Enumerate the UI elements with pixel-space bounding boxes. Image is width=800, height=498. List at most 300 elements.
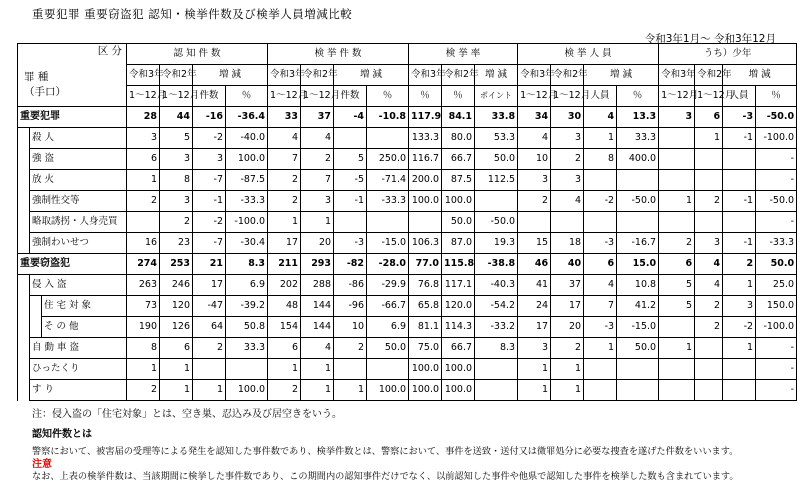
data-cell: 46 (518, 254, 551, 275)
data-cell: -5 (334, 170, 367, 191)
data-cell: -33.3 (226, 191, 268, 212)
data-cell: 66.7 (442, 338, 475, 359)
data-cell (695, 149, 723, 170)
data-cell: 2 (551, 149, 584, 170)
data-cell: 50.8 (226, 317, 268, 338)
table-row-category (18, 107, 797, 128)
row-label: 強制わいせつ (30, 233, 127, 254)
data-cell: 8 (584, 149, 617, 170)
data-cell (127, 212, 160, 233)
data-cell: 18 (551, 233, 584, 254)
data-cell (695, 212, 723, 233)
data-cell (659, 380, 695, 401)
data-cell: 2 (268, 170, 301, 191)
data-cell: -3 (584, 317, 617, 338)
data-cell (226, 359, 268, 380)
data-cell: 5 (659, 296, 695, 317)
data-cell: -54.2 (475, 296, 518, 317)
data-cell (475, 359, 518, 380)
data-cell: 40 (551, 254, 584, 275)
data-cell: 202 (268, 275, 301, 296)
data-cell: -36.4 (226, 107, 268, 128)
data-cell: 100.0 (442, 191, 475, 212)
data-cell: 8.3 (475, 338, 518, 359)
data-cell: 15.0 (617, 254, 659, 275)
data-cell: 7 (301, 170, 334, 191)
data-cell: 53.3 (475, 128, 518, 149)
unit-pct-header: ％ (756, 86, 797, 107)
data-cell: 6 (659, 254, 695, 275)
data-cell: 100.0 (226, 380, 268, 401)
data-cell: 33.8 (475, 107, 518, 128)
data-cell: 1 (584, 338, 617, 359)
data-cell: 33.3 (226, 338, 268, 359)
data-cell: 50.0 (617, 338, 659, 359)
inc-dec-header: 増 減 (475, 65, 518, 86)
year-r3-header: 令和3年 (127, 65, 160, 86)
data-cell (409, 212, 442, 233)
data-cell: - (756, 149, 797, 170)
data-cell (617, 212, 659, 233)
corner-method-text: （手口） (24, 86, 66, 98)
data-cell: -33.3 (756, 233, 797, 254)
data-cell: 3 (127, 128, 160, 149)
data-cell (659, 317, 695, 338)
data-cell: -87.5 (226, 170, 268, 191)
data-cell (584, 212, 617, 233)
caution-label: 注意 (32, 459, 52, 470)
data-cell: -1 (723, 191, 756, 212)
data-cell: -4 (334, 107, 367, 128)
data-cell: 6.9 (367, 317, 409, 338)
data-cell: 4 (551, 191, 584, 212)
year-r2-header: 令和2年 (160, 65, 193, 86)
data-cell: 115.8 (442, 254, 475, 275)
data-cell: 3 (160, 149, 193, 170)
group-header-juvenile: うち）少年 (659, 44, 797, 65)
row-label: 強制性交等 (30, 191, 127, 212)
data-cell: 274 (127, 254, 160, 275)
data-cell: 1 (301, 380, 334, 401)
table-row (18, 359, 797, 380)
year-r2-header: 令和2年 (301, 65, 334, 86)
data-cell (659, 170, 695, 191)
data-cell: 1 (584, 128, 617, 149)
data-cell: 17 (518, 317, 551, 338)
inc-dec-header: 増 減 (584, 65, 659, 86)
table-row (18, 338, 797, 359)
data-cell: -3 (334, 233, 367, 254)
group-header-clearance-rate: 検 挙 率 (409, 44, 518, 65)
data-cell: 1 (301, 212, 334, 233)
data-cell: 21 (193, 254, 226, 275)
data-cell: -100.0 (756, 128, 797, 149)
data-cell: 253 (160, 254, 193, 275)
data-cell: 116.7 (409, 149, 442, 170)
data-cell: -2 (193, 128, 226, 149)
data-cell: 6 (160, 338, 193, 359)
year-r2-header: 令和2年 (551, 65, 584, 86)
indent-cell (18, 317, 30, 338)
inc-dec-header: 増 減 (723, 65, 797, 86)
year-r2-header: 令和2年 (695, 65, 723, 86)
row-label: 重要犯罪 (18, 107, 127, 128)
year-r2-header: 令和2年 (442, 65, 475, 86)
data-cell: -7 (193, 233, 226, 254)
data-cell: 28 (127, 107, 160, 128)
data-cell: 81.1 (409, 317, 442, 338)
data-cell: 1 (193, 380, 226, 401)
data-cell: - (756, 170, 797, 191)
data-cell: 133.3 (409, 128, 442, 149)
data-cell: 6 (695, 107, 723, 128)
data-cell: 1 (551, 380, 584, 401)
data-cell: 7 (584, 296, 617, 317)
data-cell: 4 (518, 128, 551, 149)
unit-count-header: 件数 (334, 86, 367, 107)
data-cell: -40.3 (475, 275, 518, 296)
data-cell: 5 (334, 149, 367, 170)
data-cell: 50.0 (475, 149, 518, 170)
data-cell: -50.0 (756, 191, 797, 212)
data-cell: -28.0 (367, 254, 409, 275)
data-cell: 2 (193, 338, 226, 359)
table-row-category (18, 254, 797, 275)
months-header: 1～12月 (695, 86, 723, 107)
data-cell: -86 (334, 275, 367, 296)
data-cell: -1 (334, 191, 367, 212)
data-cell: 2 (518, 191, 551, 212)
data-cell: 1 (518, 380, 551, 401)
indent-cell (18, 275, 30, 296)
row-label: そ の 他 (42, 317, 127, 338)
data-cell: 100.0 (409, 191, 442, 212)
data-cell: 37 (301, 107, 334, 128)
data-cell (367, 212, 409, 233)
data-cell: 154 (268, 317, 301, 338)
data-cell: 1 (127, 170, 160, 191)
table-corner-header (18, 44, 127, 107)
data-cell: 4 (584, 275, 617, 296)
data-cell: 4 (301, 338, 334, 359)
data-cell: 6.9 (226, 275, 268, 296)
data-cell: 106.3 (409, 233, 442, 254)
data-cell: 17 (551, 296, 584, 317)
data-cell: 2 (301, 149, 334, 170)
data-cell: -29.9 (367, 275, 409, 296)
data-cell: 3 (518, 338, 551, 359)
data-cell: 2 (127, 191, 160, 212)
data-cell: 2 (127, 380, 160, 401)
data-cell: 1 (518, 359, 551, 380)
row-label: 略取誘拐・人身売買 (30, 212, 127, 233)
data-cell: -15.0 (617, 317, 659, 338)
data-cell: -82 (334, 254, 367, 275)
indent-cell (18, 380, 30, 401)
data-cell: -71.4 (367, 170, 409, 191)
data-cell: 25.0 (756, 275, 797, 296)
data-cell: -1 (193, 191, 226, 212)
data-cell: 76.8 (409, 275, 442, 296)
data-cell: - (756, 359, 797, 380)
data-cell: 4 (301, 128, 334, 149)
data-cell: 65.8 (409, 296, 442, 317)
data-cell: -38.8 (475, 254, 518, 275)
caution-text: なお、上表の検挙件数は、当該期間に検挙した事件数であり、この期間内の認知事件だけでなく、以前認知した事件や他県で認知した事件を検挙した数も含まれています。 (32, 471, 739, 482)
data-cell: 1 (127, 359, 160, 380)
data-cell: 2 (160, 212, 193, 233)
data-cell: 117.9 (409, 107, 442, 128)
data-cell: 37 (551, 275, 584, 296)
data-cell: 200.0 (409, 170, 442, 191)
group-header-recognized: 認 知 件 数 (127, 44, 268, 65)
data-cell: 144 (301, 317, 334, 338)
data-cell (723, 170, 756, 191)
data-cell: 80.0 (442, 128, 475, 149)
data-cell: -50.0 (756, 107, 797, 128)
data-cell: - (756, 338, 797, 359)
data-cell: 126 (160, 317, 193, 338)
data-cell: 77.0 (409, 254, 442, 275)
data-cell (695, 170, 723, 191)
indent-cell (18, 128, 30, 149)
data-cell: -66.7 (367, 296, 409, 317)
data-cell: 5 (659, 275, 695, 296)
data-cell: 120.0 (442, 296, 475, 317)
indent-cell (18, 338, 30, 359)
data-cell: 75.0 (409, 338, 442, 359)
data-cell: -96 (334, 296, 367, 317)
data-cell: - (756, 212, 797, 233)
table-row (18, 275, 797, 296)
data-cell: 3 (723, 296, 756, 317)
note-residential: 注：侵入盗の「住宅対象」とは、空き巣、忍込み及び居空きをいう。 (32, 409, 342, 420)
data-cell: -10.8 (367, 107, 409, 128)
data-cell: 2 (268, 191, 301, 212)
data-cell: 1 (695, 128, 723, 149)
data-cell: -100.0 (226, 212, 268, 233)
data-cell: 50.0 (367, 338, 409, 359)
data-cell: 112.5 (475, 170, 518, 191)
data-cell: 41.2 (617, 296, 659, 317)
data-cell: -50.0 (617, 191, 659, 212)
row-label: 自 動 車 盗 (30, 338, 127, 359)
data-cell: 3 (551, 170, 584, 191)
data-cell: 41 (518, 275, 551, 296)
data-cell: 3 (518, 170, 551, 191)
months-header: 1～12月 (551, 86, 584, 107)
data-cell (659, 212, 695, 233)
data-cell: 100.0 (226, 149, 268, 170)
year-r3-header: 令和3年 (268, 65, 301, 86)
data-cell (584, 359, 617, 380)
data-cell (723, 149, 756, 170)
row-label: 住 宅 対 象 (42, 296, 127, 317)
unit-pct-header: ％ (409, 86, 442, 107)
data-cell: -16.7 (617, 233, 659, 254)
data-cell: 144 (301, 296, 334, 317)
indent-cell (18, 170, 30, 191)
table-body (18, 107, 797, 401)
definition-text: 警察において、被害届の受理等による発生を認知した事件数であり、検挙件数とは、警察において、事件を送致・送付又は微罪処分に必要な捜査を遂げた件数をいいます。 (32, 446, 739, 457)
year-r3-header: 令和3年 (518, 65, 551, 86)
data-cell (695, 380, 723, 401)
data-cell: -33.3 (367, 191, 409, 212)
data-cell (334, 128, 367, 149)
data-cell: 44 (160, 107, 193, 128)
data-cell: 50.0 (756, 254, 797, 275)
months-header: 1～12月 (160, 86, 193, 107)
data-cell: 2 (695, 317, 723, 338)
unit-pct-header: ％ (367, 86, 409, 107)
unit-pct-header: ％ (226, 86, 268, 107)
data-cell: 293 (301, 254, 334, 275)
row-label: 放 火 (30, 170, 127, 191)
data-cell: 246 (160, 275, 193, 296)
data-cell (193, 359, 226, 380)
data-cell (617, 380, 659, 401)
data-cell: 100.0 (367, 380, 409, 401)
data-cell (723, 380, 756, 401)
data-cell: 211 (268, 254, 301, 275)
data-cell (518, 212, 551, 233)
months-header: 1～12月 (659, 86, 695, 107)
data-cell: 120 (160, 296, 193, 317)
row-label: 侵 入 盗 (30, 275, 127, 296)
data-cell: 10 (518, 149, 551, 170)
data-cell: 4 (584, 107, 617, 128)
notes-section (32, 409, 792, 484)
data-cell: 1 (723, 275, 756, 296)
data-cell: 17 (193, 275, 226, 296)
data-cell: -30.4 (226, 233, 268, 254)
data-cell (723, 359, 756, 380)
data-cell: 6 (584, 254, 617, 275)
data-cell: 8 (160, 170, 193, 191)
unit-person-header: 人員 (723, 86, 756, 107)
data-cell: -33.2 (475, 317, 518, 338)
indent-cell (18, 149, 30, 170)
data-cell (659, 128, 695, 149)
data-cell (584, 380, 617, 401)
data-cell: 16 (127, 233, 160, 254)
data-cell (367, 359, 409, 380)
data-cell: -15.0 (367, 233, 409, 254)
page-title: 重要犯罪 重要窃盗犯 認知・検挙件数及び検挙人員増減比較 (32, 7, 353, 21)
data-cell: 13.3 (617, 107, 659, 128)
row-label: 強 盗 (30, 149, 127, 170)
crime-stats-table (17, 43, 797, 401)
data-cell (584, 170, 617, 191)
data-cell: 64 (193, 317, 226, 338)
year-r3-header: 令和3年 (409, 65, 442, 86)
data-cell: 10 (334, 317, 367, 338)
data-cell: -1 (723, 233, 756, 254)
unit-pct-header: ％ (442, 86, 475, 107)
inc-dec-header: 増 減 (193, 65, 268, 86)
data-cell (723, 212, 756, 233)
corner-crime-type-text: 罪 種 (24, 71, 49, 83)
data-cell: 1 (551, 359, 584, 380)
data-cell: 150.0 (756, 296, 797, 317)
data-cell: - (756, 380, 797, 401)
data-cell: 6 (268, 338, 301, 359)
data-cell: 288 (301, 275, 334, 296)
data-cell: 33 (268, 107, 301, 128)
data-cell: 1 (160, 359, 193, 380)
indent-cell (18, 296, 30, 317)
data-cell: 3 (193, 149, 226, 170)
unit-count-header: 件数 (193, 86, 226, 107)
data-cell: 6 (127, 149, 160, 170)
data-cell: -1 (723, 128, 756, 149)
data-cell: 1 (334, 380, 367, 401)
definition-heading: 認知件数とは (32, 429, 92, 440)
data-cell: 33.3 (617, 128, 659, 149)
data-cell: -47 (193, 296, 226, 317)
data-cell: 3 (695, 233, 723, 254)
data-cell: -40.0 (226, 128, 268, 149)
data-cell: 87.5 (442, 170, 475, 191)
data-cell (551, 212, 584, 233)
data-cell (695, 338, 723, 359)
data-cell: 20 (301, 233, 334, 254)
data-cell: 73 (127, 296, 160, 317)
data-cell (334, 212, 367, 233)
data-cell: 4 (268, 128, 301, 149)
row-label: 殺 人 (30, 128, 127, 149)
data-cell: 2 (268, 380, 301, 401)
data-cell: 3 (551, 128, 584, 149)
indent-cell (30, 296, 42, 317)
unit-point-header: ポイント (475, 86, 518, 107)
data-cell: 100.0 (442, 380, 475, 401)
indent-cell (18, 212, 30, 233)
data-cell: 23 (160, 233, 193, 254)
data-cell (617, 359, 659, 380)
data-cell: -16 (193, 107, 226, 128)
data-cell: 1 (268, 212, 301, 233)
data-cell: 24 (518, 296, 551, 317)
period-label: 令和3年1月～ 令和3年12月 (644, 33, 776, 45)
data-cell: -7 (193, 170, 226, 191)
indent-cell (18, 191, 30, 212)
data-cell: -3 (584, 233, 617, 254)
group-header-arrested: 検 挙 人 員 (518, 44, 659, 65)
table-row (18, 380, 797, 401)
data-cell (617, 170, 659, 191)
data-cell: 2 (334, 338, 367, 359)
data-cell: 66.7 (442, 149, 475, 170)
data-cell: 34 (518, 107, 551, 128)
data-cell: 2 (551, 338, 584, 359)
data-cell: 190 (127, 317, 160, 338)
table-row (18, 296, 797, 317)
table-row (18, 191, 797, 212)
data-cell: 48 (268, 296, 301, 317)
data-cell: 263 (127, 275, 160, 296)
data-cell: 1 (659, 338, 695, 359)
unit-person-header: 人員 (584, 86, 617, 107)
data-cell: 100.0 (442, 359, 475, 380)
data-cell: -2 (584, 191, 617, 212)
data-cell: 250.0 (367, 149, 409, 170)
data-cell: 19.3 (475, 233, 518, 254)
data-cell: 7 (268, 149, 301, 170)
months-header: 1～12月 (518, 86, 551, 107)
data-cell: 17 (268, 233, 301, 254)
data-cell: 3 (301, 191, 334, 212)
